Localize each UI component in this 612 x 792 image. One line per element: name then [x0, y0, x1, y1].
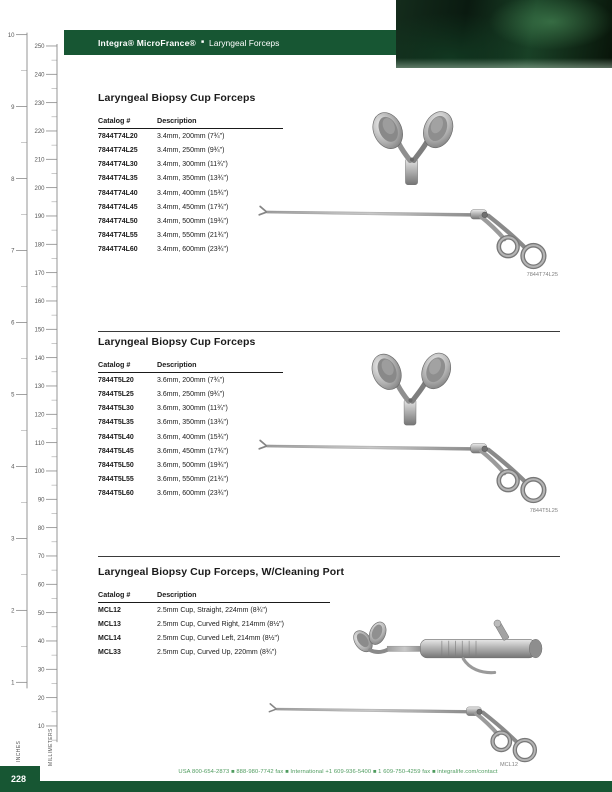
footer-bar: [40, 781, 612, 792]
catalog-number-cell: 7844T74L60: [98, 246, 138, 254]
table-row: [98, 172, 283, 186]
catalog-number-cell: 7844T74L40: [98, 189, 138, 197]
svg-text:210: 210: [34, 157, 45, 164]
table-row: [98, 200, 283, 214]
catalog-number-cell: MCL13: [98, 621, 121, 629]
svg-text:130: 130: [34, 384, 45, 391]
description-cell: 3.4mm, 200mm (7¾"): [157, 132, 225, 140]
svg-text:100: 100: [34, 469, 45, 476]
table-row: [98, 444, 283, 458]
spec-table: [98, 360, 283, 501]
catalog-number-cell: 7844T74L50: [98, 218, 138, 226]
column-header-description: Description: [157, 590, 330, 603]
description-cell: 3.6mm, 500mm (19¾"): [157, 462, 229, 470]
forceps-instrument-photo: [258, 198, 558, 271]
svg-text:230: 230: [34, 100, 45, 107]
catalog-number-cell: 7844T74L20: [98, 132, 138, 140]
table-row: [98, 631, 330, 645]
description-cell: 3.6mm, 250mm (9¾"): [157, 391, 225, 399]
svg-text:120: 120: [34, 412, 45, 419]
table-row: [98, 430, 283, 444]
table-row: [98, 646, 330, 660]
svg-text:10: 10: [37, 724, 45, 731]
svg-text:180: 180: [34, 242, 45, 249]
spec-table: [98, 590, 330, 660]
svg-text:20: 20: [37, 695, 45, 702]
svg-text:220: 220: [34, 129, 45, 136]
table-row: [98, 472, 283, 486]
spec-table: [98, 116, 283, 257]
table-row: [98, 401, 283, 415]
catalog-number-cell: 7844T5L30: [98, 405, 134, 413]
catalog-number-cell: 7844T74L35: [98, 175, 138, 183]
svg-text:8: 8: [11, 176, 15, 183]
svg-text:1: 1: [11, 680, 15, 687]
section-title: Laryngeal Biopsy Cup Forceps: [98, 92, 256, 104]
table-row: [98, 603, 330, 618]
catalog-number-cell: 7844T5L35: [98, 419, 134, 427]
svg-text:110: 110: [34, 440, 45, 447]
forceps-jaw-photo: [353, 348, 468, 426]
description-cell: 3.4mm, 500mm (19¾"): [157, 218, 229, 226]
description-cell: 3.6mm, 350mm (13¾"): [157, 419, 229, 427]
svg-text:10: 10: [7, 32, 15, 39]
catalog-number-cell: 7844T74L55: [98, 232, 138, 240]
table-row: [98, 157, 283, 171]
column-header-description: Description: [157, 360, 283, 373]
svg-text:60: 60: [37, 582, 45, 589]
description-cell: 3.6mm, 600mm (23¾"): [157, 490, 229, 498]
table-row: [98, 214, 283, 228]
description-cell: 3.6mm, 300mm (11¾"): [157, 405, 228, 413]
measurement-ruler: [0, 0, 62, 792]
catalog-number-cell: 7844T5L20: [98, 376, 134, 384]
catalog-number-cell: 7844T5L50: [98, 462, 134, 470]
description-cell: 3.6mm, 450mm (17¾"): [157, 447, 229, 455]
description-cell: 3.4mm, 450mm (17¾"): [157, 203, 229, 211]
table-row: [98, 243, 283, 257]
forceps-instrument-photo: [258, 432, 558, 505]
svg-text:30: 30: [37, 667, 45, 674]
svg-text:INCHES: INCHES: [16, 740, 22, 762]
catalog-number-cell: MCL12: [98, 606, 121, 614]
svg-text:80: 80: [37, 525, 45, 532]
hero-photo: [396, 0, 612, 68]
forceps-jaw-photo: [356, 106, 468, 186]
svg-text:170: 170: [34, 270, 45, 277]
description-cell: 3.6mm, 550mm (21¾"): [157, 476, 229, 484]
cleaning-port-forceps-photo: [348, 606, 563, 696]
catalog-number-cell: MCL33: [98, 649, 121, 657]
svg-text:MILLIMETERS: MILLIMETERS: [48, 728, 54, 766]
section-biopsy-cup-36: [98, 336, 560, 546]
svg-text:250: 250: [34, 44, 45, 51]
table-row: [98, 186, 283, 200]
description-cell: 3.6mm, 200mm (7¾"): [157, 376, 225, 384]
svg-text:6: 6: [11, 320, 15, 327]
svg-text:90: 90: [37, 497, 45, 504]
svg-text:50: 50: [37, 610, 45, 617]
description-cell: 2.5mm Cup, Straight, 224mm (8¾"): [157, 606, 268, 614]
table-row: [98, 373, 283, 388]
section-divider: [98, 556, 560, 557]
description-cell: 2.5mm Cup, Curved Left, 214mm (8½"): [157, 635, 280, 643]
catalog-number-cell: 7844T5L55: [98, 476, 134, 484]
section-title: Laryngeal Biopsy Cup Forceps, W/Cleaning Port: [98, 566, 345, 578]
svg-text:7: 7: [11, 248, 15, 255]
figure-caption: 7844T74L25: [526, 272, 558, 278]
description-cell: 3.4mm, 350mm (13¾"): [157, 175, 229, 183]
catalog-number-cell: 7844T5L60: [98, 490, 134, 498]
catalog-number-cell: 7844T74L30: [98, 161, 138, 169]
table-row: [98, 487, 283, 501]
catalog-number-cell: 7844T5L45: [98, 447, 134, 455]
table-row: [98, 387, 283, 401]
table-row: [98, 143, 283, 157]
page-title: Laryngeal Forceps: [209, 37, 280, 48]
svg-text:9: 9: [11, 104, 15, 111]
catalog-number-cell: 7844T5L40: [98, 433, 134, 441]
section-biopsy-cup-34: [98, 92, 560, 298]
section-divider: [98, 331, 560, 332]
footer-contact-info: USA 800-654-2873 ■ 888-980-7742 fax ■ International +1 609-936-5400 ■ 1 609-750-4259 fax ■ integralife.com/contact: [178, 769, 498, 775]
description-cell: 3.4mm, 400mm (15¾"): [157, 189, 229, 197]
description-cell: 3.4mm, 550mm (21¾"): [157, 232, 229, 240]
description-cell: 3.6mm, 400mm (15¾"): [157, 433, 229, 441]
svg-text:4: 4: [11, 464, 15, 471]
column-header-catalog: Catalog #: [98, 590, 157, 603]
figure-caption: 7844T5L25: [529, 508, 558, 514]
brand-name: Integra® MicroFrance®: [98, 37, 196, 48]
svg-text:140: 140: [34, 355, 45, 362]
table-row: [98, 416, 283, 430]
svg-text:200: 200: [34, 185, 45, 192]
svg-text:240: 240: [34, 72, 45, 79]
section-biopsy-cup-cleaning-port: [98, 566, 560, 766]
figure-caption: MCL12: [499, 762, 518, 768]
svg-text:40: 40: [37, 639, 45, 646]
description-cell: 2.5mm Cup, Curved Right, 214mm (8½"): [157, 621, 284, 629]
table-row: [98, 617, 330, 631]
svg-text:160: 160: [34, 299, 45, 306]
svg-text:190: 190: [34, 214, 45, 221]
column-header-description: Description: [157, 116, 283, 129]
svg-text:3: 3: [11, 536, 15, 543]
page-number: 228: [0, 766, 40, 792]
forceps-instrument-photo: [258, 696, 558, 764]
column-header-catalog: Catalog #: [98, 116, 157, 129]
catalog-number-cell: 7844T74L25: [98, 147, 138, 155]
description-cell: 3.4mm, 300mm (11¾"): [157, 161, 228, 169]
catalog-number-cell: MCL14: [98, 635, 121, 643]
catalog-number-cell: 7844T5L25: [98, 391, 134, 399]
description-cell: 2.5mm Cup, Curved Up, 220mm (8¾"): [157, 649, 277, 657]
description-cell: 3.4mm, 250mm (9¾"): [157, 147, 225, 155]
svg-text:2: 2: [11, 608, 15, 615]
section-title: Laryngeal Biopsy Cup Forceps: [98, 336, 256, 348]
table-row: [98, 458, 283, 472]
svg-text:150: 150: [34, 327, 45, 334]
svg-text:70: 70: [37, 554, 45, 561]
catalog-number-cell: 7844T74L45: [98, 203, 138, 211]
table-row: [98, 228, 283, 242]
table-row: [98, 129, 283, 144]
description-cell: 3.4mm, 600mm (23¾"): [157, 246, 229, 254]
header-separator-icon: ■: [200, 38, 205, 45]
column-header-catalog: Catalog #: [98, 360, 157, 373]
svg-text:5: 5: [11, 392, 15, 399]
